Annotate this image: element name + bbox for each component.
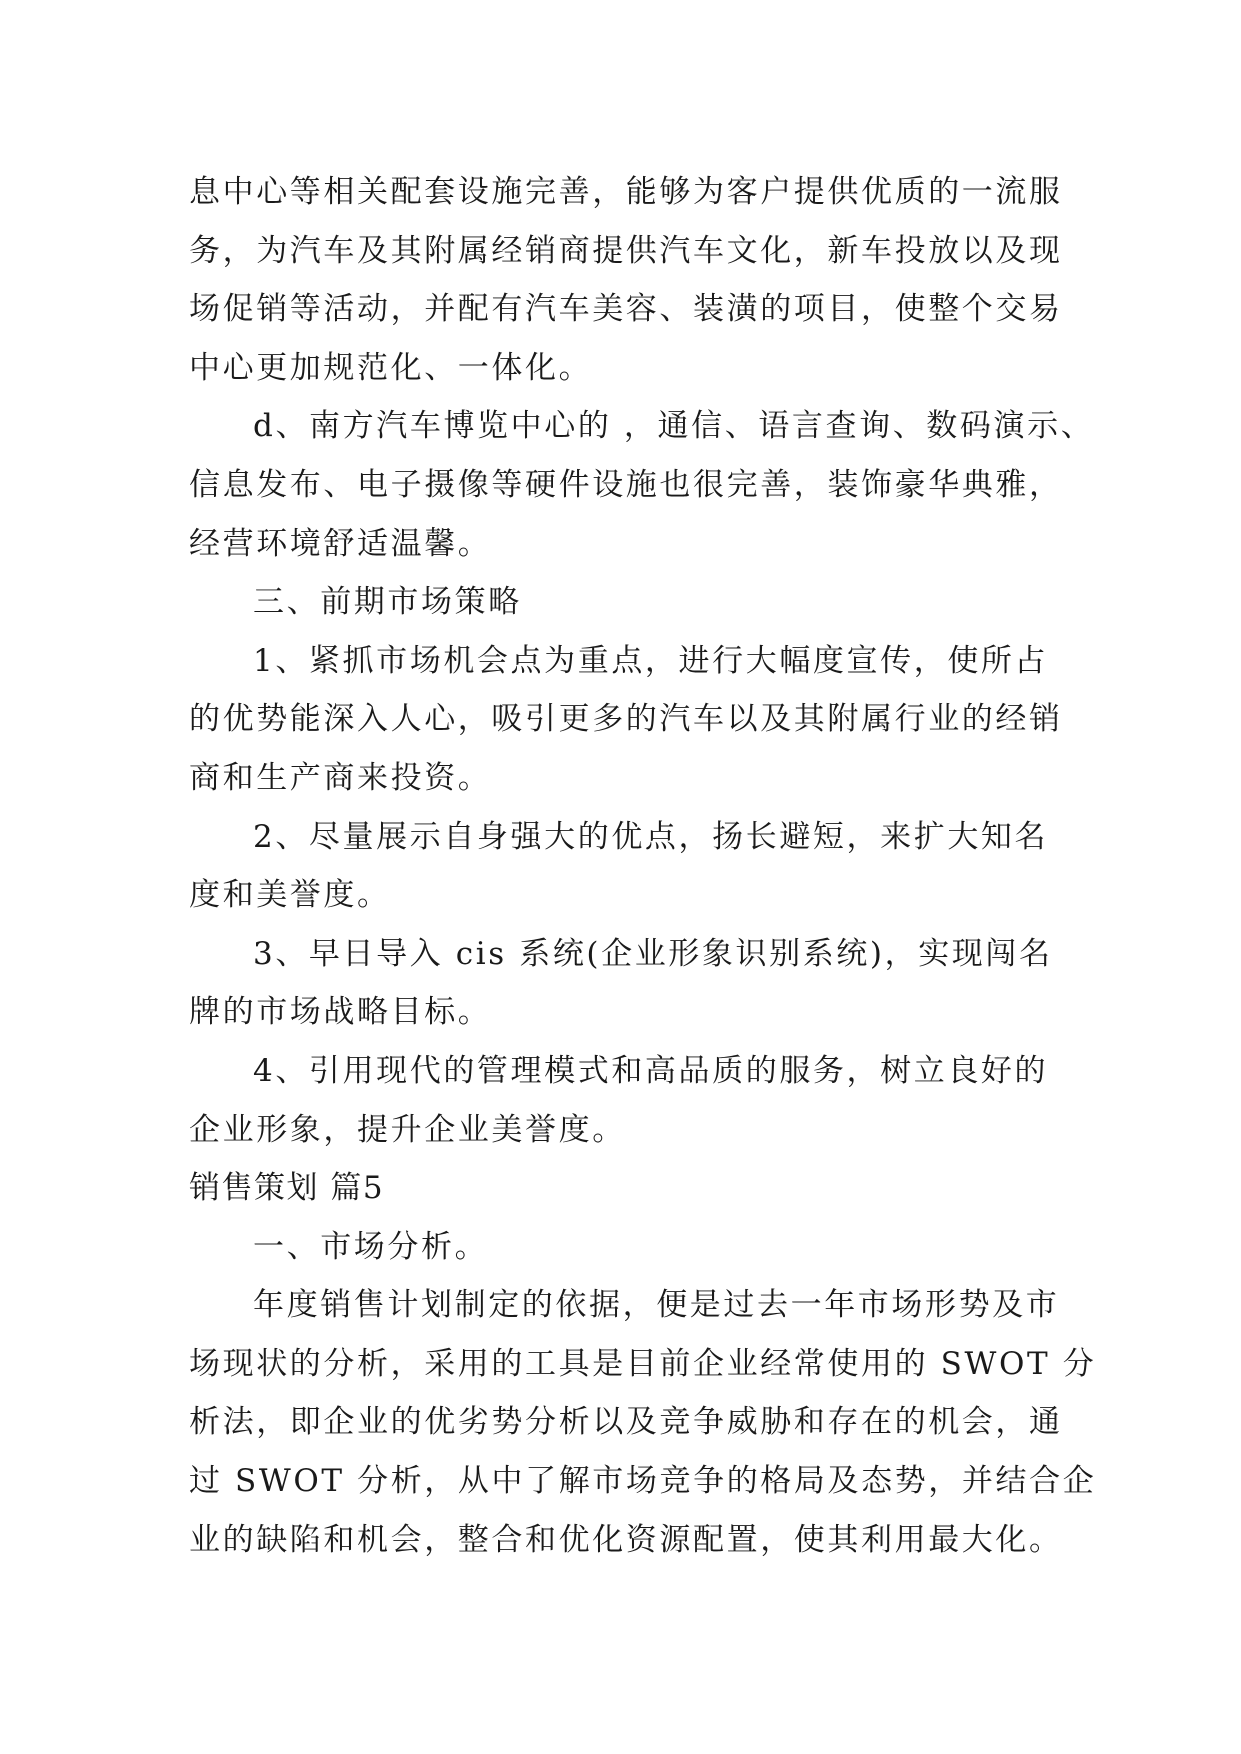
text-line: 务，为汽车及其附属经销商提供汽车文化，新车投放以及现 [189, 232, 1063, 269]
text-line: 1、紧抓市场机会点为重点，进行大幅度宣传，使所占 [253, 642, 1049, 679]
text-line: 牌的市场战略目标。 [189, 994, 492, 1031]
text-line: 商和生产商来投资。 [189, 759, 492, 796]
text-line: 3、早日导入 cis 系统(企业形象识别系统)，实现闯名 [253, 935, 1053, 972]
text-line: 经营环境舒适温馨。 [189, 525, 492, 562]
text-line: 息中心等相关配套设施完善，能够为客户提供优质的一流服 [189, 174, 1063, 210]
chapter-heading: 销售策划 篇5 [189, 1170, 385, 1207]
text-line: 企业形象，提升企业美誉度。 [189, 1111, 626, 1148]
text-line: 场现状的分析，采用的工具是目前企业经常使用的 SWOT 分 [189, 1345, 1097, 1382]
text-line: 信息发布、电子摄像等硬件设施也很完善，装饰豪华典雅， [189, 466, 1063, 503]
text-line: 业的缺陷和机会，整合和优化资源配置，使其利用最大化。 [189, 1521, 1063, 1558]
text-line: 析法，即企业的优劣势分析以及竞争威胁和存在的机会，通 [189, 1404, 1063, 1441]
text-line: 中心更加规范化、一体化。 [189, 349, 593, 386]
section-heading: 一、市场分析。 [253, 1228, 489, 1265]
text-line: d、南方汽车博览中心的 ，通信、语言查询、数码演示、 [253, 408, 1095, 445]
document-body [189, 163, 1097, 1569]
text-line: 度和美誉度。 [189, 877, 391, 914]
section-heading: 三、前期市场策略 [253, 584, 522, 621]
text-line: 场促销等活动，并配有汽车美容、装潢的项目，使整个交易 [189, 291, 1063, 328]
text-line: 过 SWOT 分析，从中了解市场竞争的格局及态势，并结合企 [189, 1463, 1097, 1500]
text-line: 2、尽量展示自身强大的优点，扬长避短，来扩大知名 [253, 818, 1049, 855]
text-line: 年度销售计划制定的依据，便是过去一年市场形势及市 [253, 1287, 1060, 1324]
text-line: 的优势能深入人心，吸引更多的汽车以及其附属行业的经销 [189, 701, 1063, 738]
text-line: 4、引用现代的管理模式和高品质的服务，树立良好的 [253, 1052, 1049, 1089]
